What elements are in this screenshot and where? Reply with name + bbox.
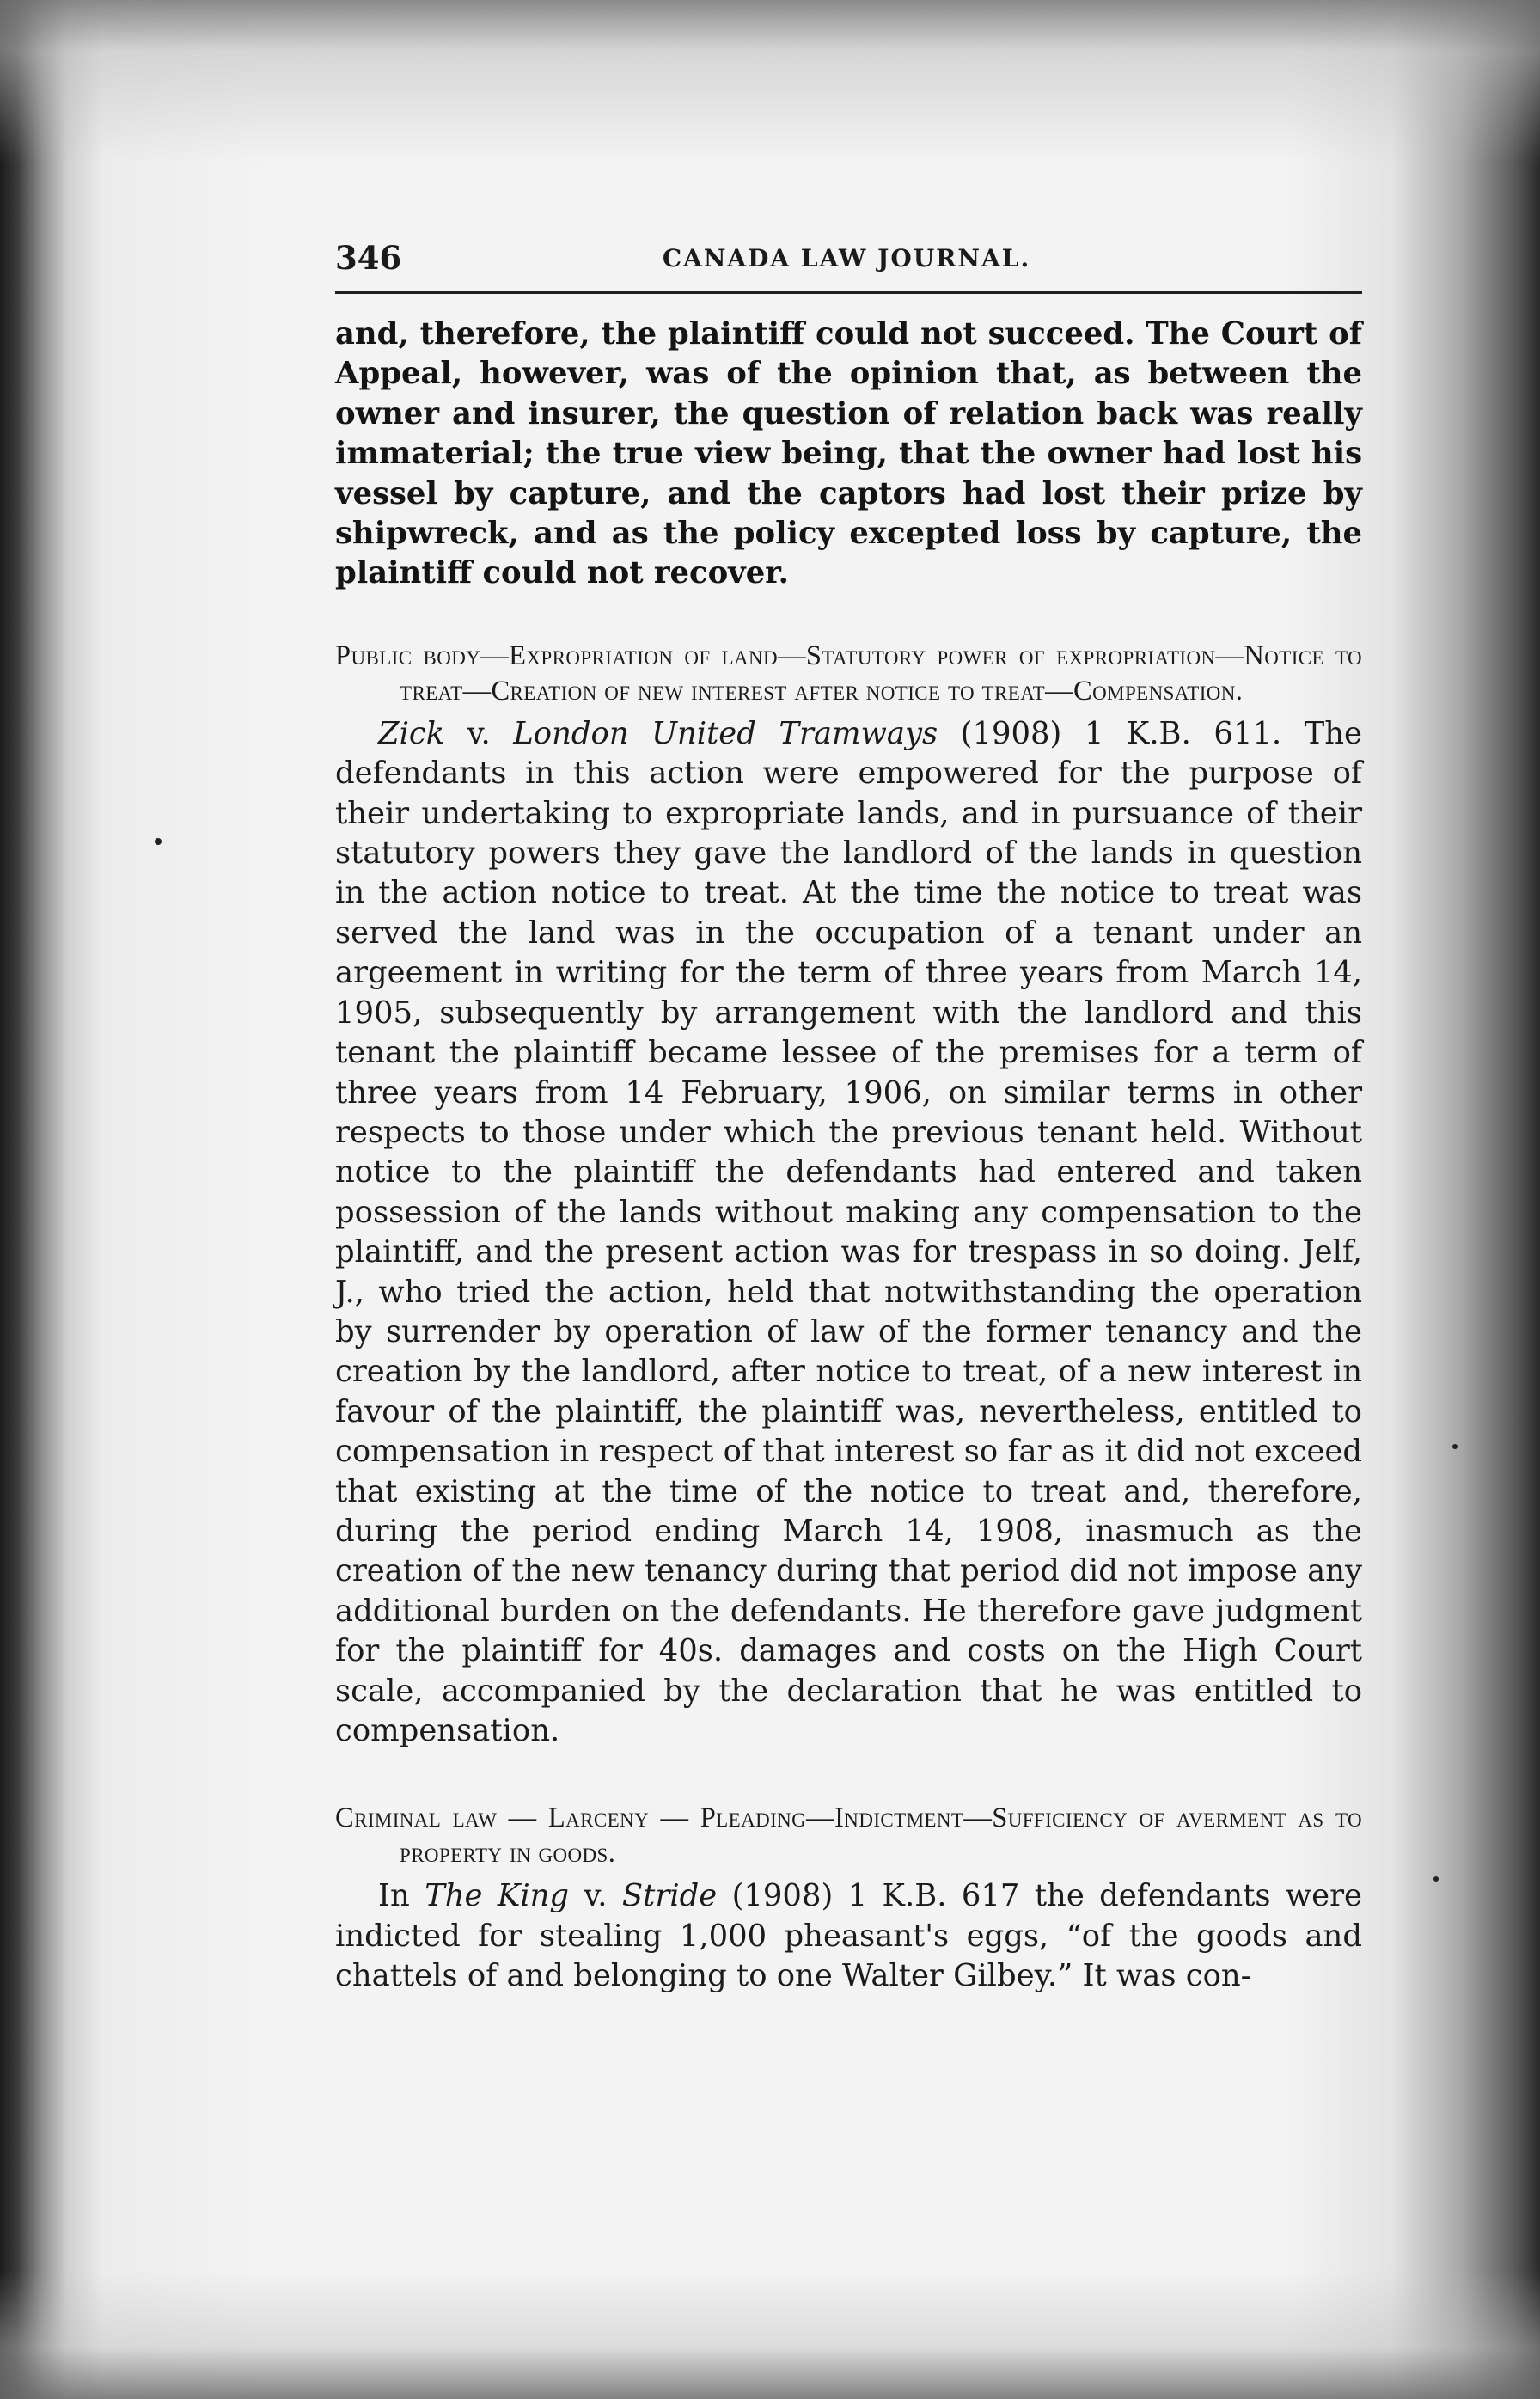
case-name: The King xyxy=(425,1878,570,1914)
scan-speck xyxy=(1452,1444,1458,1449)
case-versus: v. xyxy=(569,1878,622,1914)
case-party: London United Tramways xyxy=(513,715,938,751)
case-body: The defendants in this action were empowered for the purpose of their undertaking to expropriate lands, and in pursuance of their statutory powers they gave the landlord of the lands in question in the action notice to treat. At the time the notice to treat was served the land was in the occupation of a tenant under an argeement in writing for the term of three years from March 14, 1905, subsequently by arrangement with the landlord and this tenant the plaintiff became lessee of the premises for a term of three years from 14 February, 1906, on similar terms in other respects to those under which the previous tenant held. Without notice to the plaintiff the defendants had entered and taken possession of the lands without making any compensation to the plaintiff, and the present action was for trespass in so doing. Jelf, J., who tried the action, held that notwithstanding the operation by surrender by operation of law of the former tenancy and the creation by the landlord, after notice to treat, of a new interest in favour of the plaintiff, the plaintiff was, nevertheless, entitled to compensation in respect of that interest so far as it did not exceed that existing at the time of the notice to treat and, therefore, during the period ending March 14, 1908, inasmuch as the creation of the new tenancy during that period did not impose any additional burden on the defendants. He therefore gave judgment for the plaintiff for 40s. damages and costs on the High Court scale, accompanied by the declaration that he was entitled to compensation. xyxy=(335,715,1362,1748)
headnote-criminal-law: Criminal law — Larceny — Pleading—Indictment—Sufficiency of averment as to property in goods. xyxy=(335,1802,1362,1870)
document-page xyxy=(331,232,1362,1997)
scan-top-shadow xyxy=(0,0,1540,163)
journal-title: CANADA LAW JOURNAL. xyxy=(662,244,1031,272)
headnote-public-body: Public body—Expropriation of land—Statutory power of expropriation—Notice to treat—Creation of new interest after notice to treat—Compensation. xyxy=(335,640,1362,707)
scan-speck xyxy=(155,838,162,845)
paragraph-stride-case xyxy=(331,1876,1362,1996)
case-name: Zick xyxy=(378,715,445,751)
case-body: the defendants were indicted for stealing 1,000 pheasant's eggs, “of the goods and chattels of and belonging to one Walter Gilbey.” It was con- xyxy=(335,1878,1362,1994)
paragraph-zick-case xyxy=(331,714,1362,1752)
header-rule xyxy=(335,291,1362,294)
case-versus: v. xyxy=(444,715,514,751)
running-head xyxy=(331,232,1362,284)
case-citation: (1908) 1 K.B. 611. xyxy=(938,715,1305,751)
page-number: 346 xyxy=(335,239,402,277)
scan-bottom-shadow xyxy=(0,2270,1540,2399)
paragraph-continued: and, therefore, the plaintiff could not succeed. The Court of Appeal, however, was of the opinion that, as between the owner and insurer, the question of relation back was really immaterial; the true view being, that the owner had lost his vessel by capture, and the captors had lost their prize by shipwreck, and as the policy excepted loss by capture, the plaintiff could not recover. xyxy=(335,316,1362,591)
case-party: Stride xyxy=(621,1878,718,1914)
case-intro: In xyxy=(378,1878,425,1914)
scan-speck xyxy=(1433,1876,1439,1882)
case-citation: (1908) 1 K.B. 617 xyxy=(717,1878,1035,1914)
